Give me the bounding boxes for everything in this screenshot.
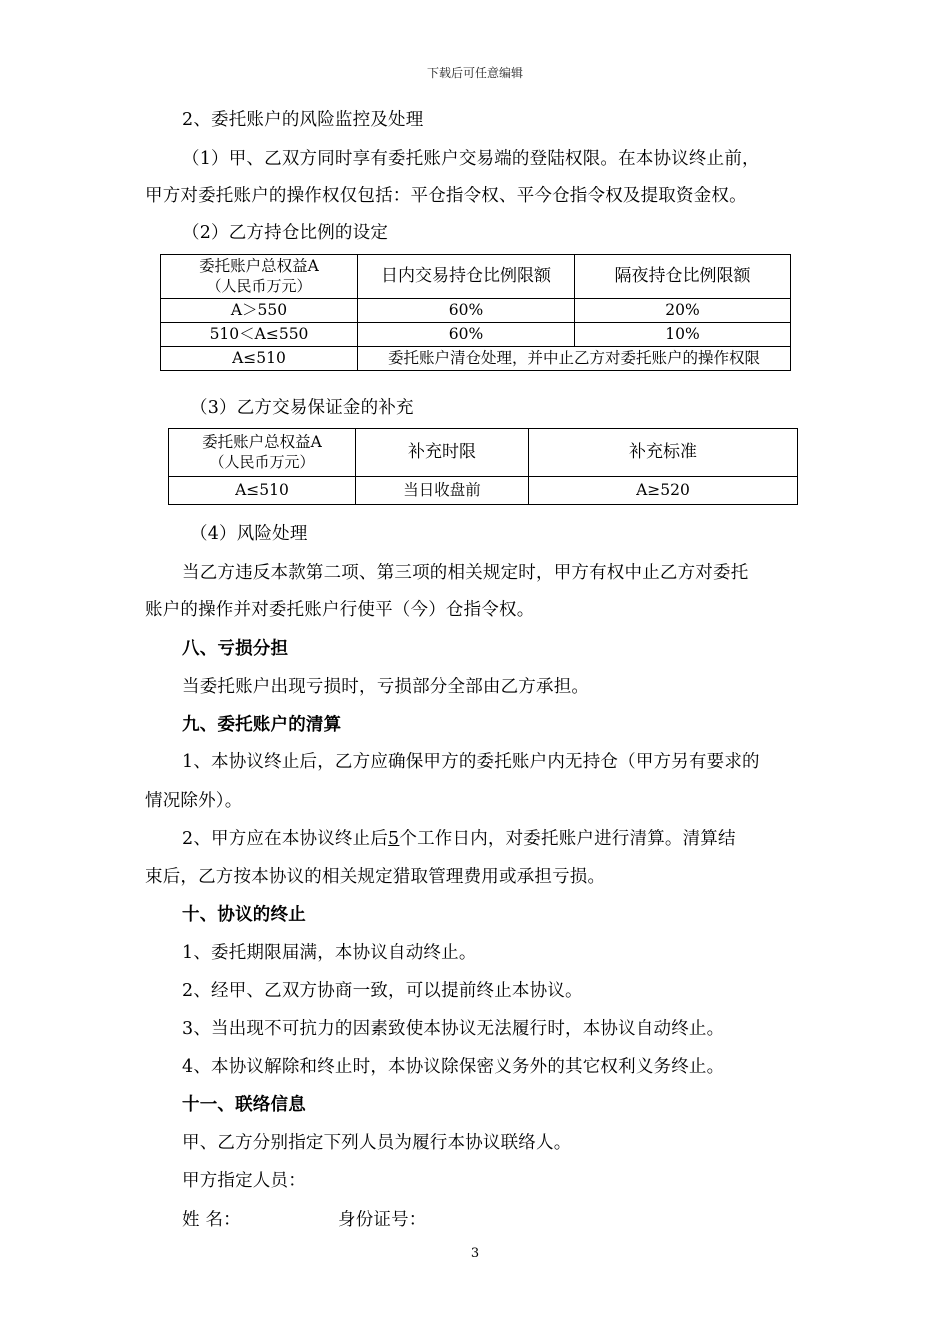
table-cell: 60% [358,323,575,347]
paragraph: 甲方指定人员： [182,1171,306,1191]
table-cell: A≥520 [529,477,798,505]
subsection-title: （4）风险处理 [190,524,308,544]
table-header-cell: 补充标准 [529,429,798,477]
paragraph: 当委托账户出现亏损时，亏损部分全部由乙方承担。 [182,677,590,697]
section-2-title: 2、委托账户的风险监控及处理 [182,110,424,130]
position-ratio-table [160,254,791,371]
paragraph: 当乙方违反本款第二项、第三项的相关规定时，甲方有权中止乙方对委托 [182,563,749,583]
paragraph: （1）甲、乙双方同时享有委托账户交易端的登陆权限。在本协议终止前， [182,149,760,169]
header-text: 委托账户总权益A [202,433,322,452]
table-cell: A≤510 [169,477,356,505]
table-cell: A＞550 [161,299,358,323]
table-cell: 10% [575,323,791,347]
subsection-title: （2）乙方持仓比例的设定 [182,223,389,243]
table-cell: 510＜A≤550 [161,323,358,347]
header-text: （人民币万元） [206,276,312,295]
table-cell: 60% [358,299,575,323]
page-number: 3 [470,1246,480,1261]
table-header-cell [161,255,358,299]
list-item: 4、本协议解除和终止时，本协议除保密义务外的其它权利义务终止。 [182,1057,725,1077]
paragraph: 情况除外）。 [145,791,243,811]
section-title: 九、委托账户的清算 [182,715,342,735]
table-cell: 当日收盘前 [356,477,529,505]
paragraph: 1、本协议终止后，乙方应确保甲方的委托账户内无持仓（甲方另有要求的 [182,752,760,772]
margin-supplement-table [168,428,798,505]
table-header-row [161,255,791,299]
table-header-cell [169,429,356,477]
page-header: 下载后可任意编辑 [426,66,523,80]
table-cell: A≤510 [161,347,358,371]
table-cell: 20% [575,299,791,323]
table-row [161,323,791,347]
table-cell: 委托账户清仓处理，并中止乙方对委托账户的操作权限 [358,347,791,371]
underlined-number: 5 [388,829,400,849]
list-item: 2、经甲、乙双方协商一致，可以提前终止本协议。 [182,981,583,1001]
paragraph: 账户的操作并对委托账户行使平（今）仓指令权。 [145,600,535,620]
table-header-row [169,429,798,477]
section-title: 八、亏损分担 [182,639,289,659]
paragraph: 甲、乙方分别指定下列人员为履行本协议联络人。 [182,1133,572,1153]
text-run: 个工作日内，对委托账户进行清算。清算结 [399,829,736,849]
subsection-title: （3）乙方交易保证金的补充 [190,398,414,418]
id-number-field-label: 身份证号： [338,1210,427,1230]
paragraph [182,825,736,850]
section-title: 十、协议的终止 [182,905,306,925]
table-header-cell: 日内交易持仓比例限额 [358,255,575,299]
table-row [161,299,791,323]
header-text: （人民币万元） [209,452,315,471]
list-item: 3、当出现不可抗力的因素致使本协议无法履行时，本协议自动终止。 [182,1019,725,1039]
paragraph: 甲方对委托账户的操作权仅包括：平仓指令权、平今仓指令权及提取资金权。 [145,186,747,206]
text-run: 2、甲方应在本协议终止后 [182,829,389,849]
name-field-label: 姓 名： [182,1210,241,1230]
paragraph: 束后，乙方按本协议的相关规定猎取管理费用或承担亏损。 [145,867,606,887]
table-row [169,477,798,505]
section-title: 十一、联络信息 [182,1095,306,1115]
table-header-cell: 隔夜持仓比例限额 [575,255,791,299]
table-row [161,347,791,371]
list-item: 1、委托期限届满，本协议自动终止。 [182,943,477,963]
header-text: 委托账户总权益A [199,257,319,276]
table-header-cell: 补充时限 [356,429,529,477]
